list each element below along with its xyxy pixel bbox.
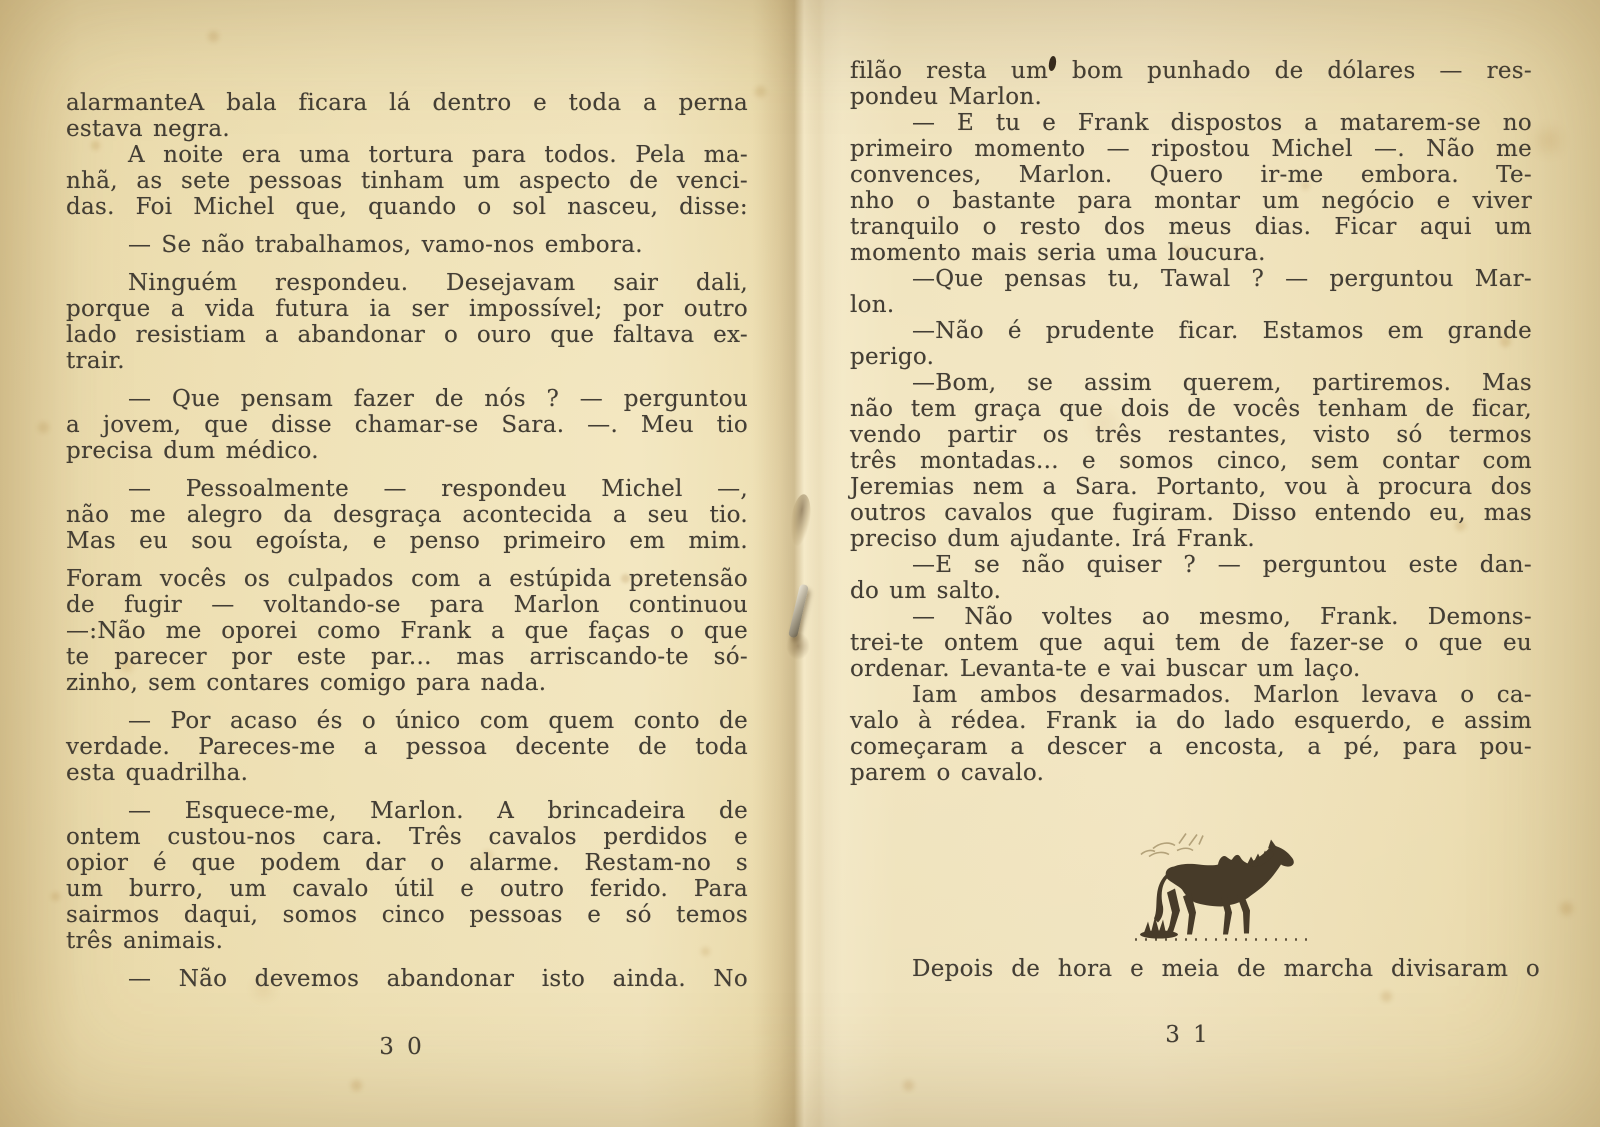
- text-line: preciso dum ajudante. Irá Frank.: [850, 526, 1255, 552]
- text-line: convences, Marlon. Quero ir-me embora. Te-: [850, 162, 1532, 188]
- text-line: ontem custou-nos cara. Três cavalos perdidos e: [66, 824, 748, 850]
- text-line: vendo partir os três restantes, visto só termos: [850, 422, 1532, 448]
- text-line: opior é que podem dar o alarme. Restam-no s: [66, 850, 748, 876]
- text-line: — Se não trabalhamos, vamo-nos embora.: [128, 232, 643, 258]
- text-line: estava negra.: [66, 116, 230, 142]
- text-line: não me alegro da desgraça acontecida a seu tio.: [66, 502, 748, 528]
- text-line: perigo.: [850, 344, 935, 370]
- text-line: Ninguém respondeu. Desejavam sair dali,: [128, 270, 748, 296]
- text-line: — Por acaso és o único com quem conto de: [128, 708, 748, 734]
- text-line: trei-te ontem que aqui tem de fazer-se o que eu: [850, 630, 1532, 656]
- text-line: três animais.: [66, 928, 224, 954]
- text-line: nhã, as sete pessoas tinham um aspecto de venci-: [66, 168, 748, 194]
- text-line: Mas eu sou egoísta, e penso primeiro em mim.: [66, 528, 748, 554]
- text-line: —Não é prudente ficar. Estamos em grande: [912, 318, 1532, 344]
- text-line: lado resistiam a abandonar o ouro que faltava ex-: [66, 322, 748, 348]
- text-line: começaram a descer a encosta, a pé, para pou-: [850, 734, 1532, 760]
- text-line: trair.: [66, 348, 125, 374]
- text-line: filão resta um bom punhado de dólares — res-: [850, 58, 1532, 84]
- text-line: — Não devemos abandonar isto ainda. No: [128, 966, 748, 992]
- text-line: —:Não me oporei como Frank a que faças o que: [66, 618, 748, 644]
- text-line: não tem graça que dois de vocês tenham de ficar,: [850, 396, 1532, 422]
- text-line: —E se não quiser ? — perguntou este dan-: [912, 552, 1532, 578]
- left-page-text: [66, 90, 748, 992]
- text-line: parem o cavalo.: [850, 760, 1045, 786]
- right-page-number: 3 1: [1165, 1022, 1211, 1048]
- text-line: precisa dum médico.: [66, 438, 319, 464]
- text-line: esta quadrilha.: [66, 760, 249, 786]
- text-line: ordenar. Levanta-te e vai buscar um laço.: [850, 656, 1361, 682]
- text-line: do um salto.: [850, 578, 1002, 604]
- foxing-spots: [0, 0, 7, 7]
- text-line: — Pessoalmente — respondeu Michel —,: [128, 476, 748, 502]
- text-line: sairmos daqui, somos cinco pessoas e só temos: [66, 902, 748, 928]
- right-page-text: [850, 58, 1532, 786]
- text-line: Foram vocês os culpados com a estúpida pretensão: [66, 566, 748, 592]
- text-line: — Não voltes ao mesmo, Frank. Demons-: [912, 604, 1532, 630]
- text-line: lon.: [850, 292, 895, 318]
- text-line: — E tu e Frank dispostos a matarem-se no: [912, 110, 1532, 136]
- staple-shadow: [786, 632, 810, 660]
- text-line: um burro, um cavalo útil e outro ferido. Para: [66, 876, 748, 902]
- text-line: das. Foi Michel que, quando o sol nasceu, disse:: [66, 194, 748, 220]
- left-page-number: 3 0: [379, 1034, 425, 1060]
- right-page-closing: [850, 956, 1540, 982]
- text-line: A noite era uma tortura para todos. Pela ma-: [128, 142, 748, 168]
- text-line: —Bom, se assim querem, partiremos. Mas: [912, 370, 1532, 396]
- text-line: zinho, sem contares comigo para nada.: [66, 670, 547, 696]
- text-line: — Esquece-me, Marlon. A brincadeira de: [128, 798, 748, 824]
- text-line: outros cavalos que fugiram. Disso entendo eu, mas: [850, 500, 1532, 526]
- text-line: te parecer por este par... mas arriscando-te só-: [66, 644, 748, 670]
- text-line: de fugir — voltando-se para Marlon continuou: [66, 592, 748, 618]
- text-line: primeiro momento — ripostou Michel —. Não me: [850, 136, 1532, 162]
- text-line: a jovem, que disse chamar-se Sara. —. Meu tio: [66, 412, 748, 438]
- text-line: verdade. Pareces-me a pessoa decente de toda: [66, 734, 748, 760]
- text-line: alarmanteA bala ficara lá dentro e toda a perna: [66, 90, 748, 116]
- text-line: — Que pensam fazer de nós ? — perguntou: [128, 386, 748, 412]
- text-line: momento mais seria uma loucura.: [850, 240, 1266, 266]
- text-line: Iam ambos desarmados. Marlon levava o ca-: [912, 682, 1532, 708]
- horse-illustration: [1133, 831, 1313, 949]
- text-line: porque a vida futura ia ser impossível; por outro: [66, 296, 748, 322]
- text-line: nho o bastante para montar um negócio e viver: [850, 188, 1532, 214]
- text-line: tranquilo o resto dos meus dias. Ficar aqui um: [850, 214, 1532, 240]
- text-line: três montadas... e somos cinco, sem contar com: [850, 448, 1532, 474]
- spine-gutter: [752, 0, 842, 1127]
- text-line: Depois de hora e meia de marcha divisaram o: [912, 956, 1540, 982]
- text-line: pondeu Marlon.: [850, 84, 1043, 110]
- text-line: Jeremias nem a Sara. Portanto, vou à procura dos: [850, 474, 1532, 500]
- text-line: valo à rédea. Frank ia do lado esquerdo, e assim: [850, 708, 1532, 734]
- text-line: —Que pensas tu, Tawal ? — perguntou Mar-: [912, 266, 1532, 292]
